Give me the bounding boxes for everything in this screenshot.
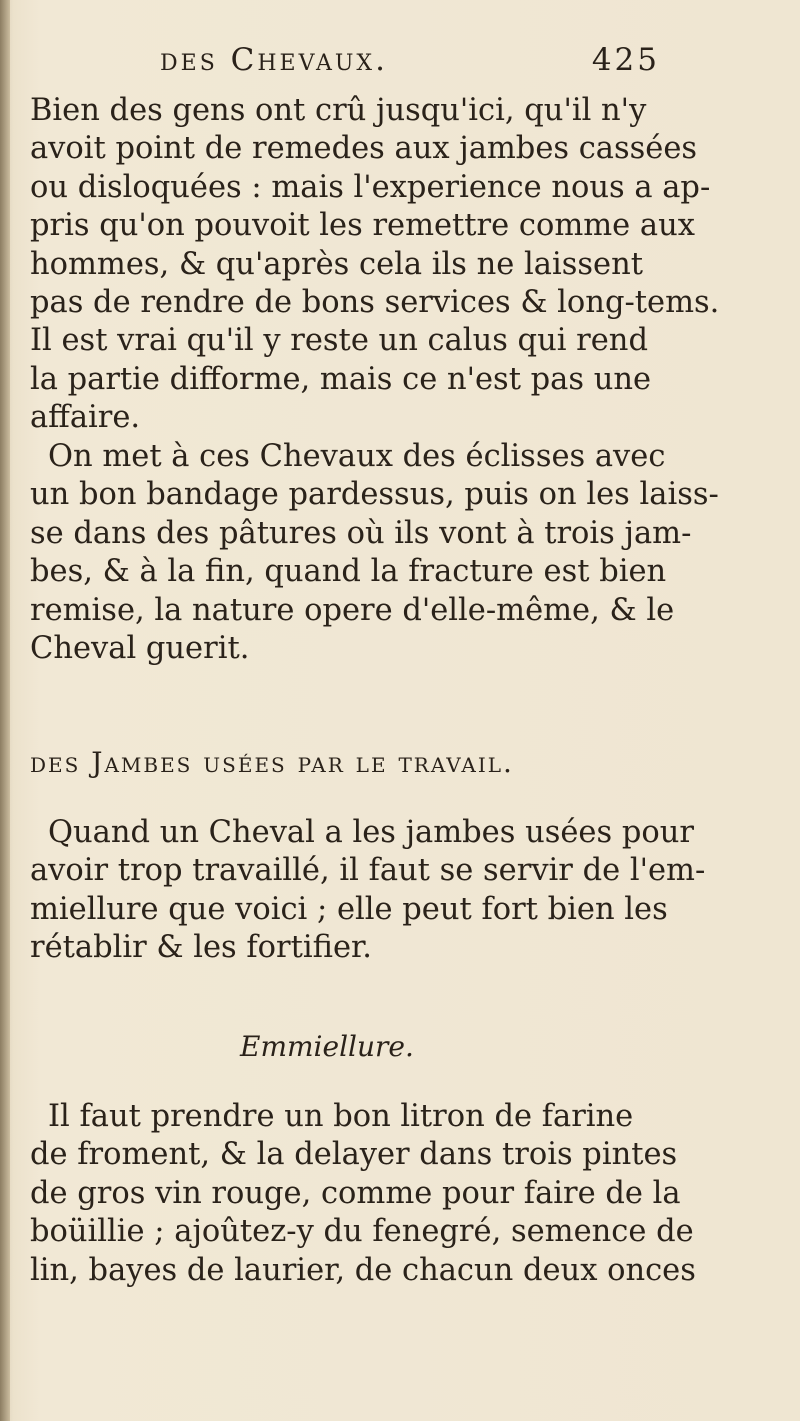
page-header — [160, 42, 660, 92]
text-line: ou disloquées : mais l'experience nous a ap- — [30, 169, 711, 205]
page-gutter — [0, 0, 10, 1421]
text-line: Bien des gens ont crû jusqu'ici, qu'il n'y — [30, 93, 647, 128]
text-line: Il faut prendre un bon litron de farine — [48, 1099, 634, 1134]
paragraph-1 — [30, 92, 720, 438]
text-line: miellure que voici ; elle peut fort bien les — [30, 891, 668, 927]
text-line: rétablir & les fortifier. — [30, 930, 372, 966]
paragraph-3 — [30, 814, 706, 968]
text-line: de gros vin rouge, comme pour faire de la — [30, 1175, 681, 1211]
text-line: bes, & à la fin, quand la fracture est bien — [30, 554, 667, 590]
text-line: Quand un Cheval a les jambes usées pour — [48, 815, 694, 850]
recipe-title: Emmiellure. — [240, 1030, 414, 1063]
text-line: Cheval guerit. — [30, 630, 250, 666]
text-line: un bon bandage pardessus, puis on les laiss- — [30, 477, 719, 513]
text-line: avoir trop travaillé, il faut se servir de l'em- — [30, 853, 706, 889]
paragraph-2 — [30, 438, 719, 668]
text-line: avoit point de remedes aux jambes cassées — [30, 131, 698, 167]
text-line: pris qu'on pouvoit les remettre comme aux — [30, 208, 695, 244]
text-line: remise, la nature opere d'elle-même, & le — [30, 592, 675, 628]
text-line: se dans des pâtures où ils vont à trois jam- — [30, 515, 692, 551]
text-line: boüillie ; ajoûtez-y du fenegré, semence de — [30, 1214, 694, 1250]
running-title: des Chevaux. — [160, 42, 388, 78]
text-line: de froment, & la delayer dans trois pintes — [30, 1137, 678, 1173]
text-line: pas de rendre de bons services & long-tems. — [30, 284, 720, 320]
text-line: la partie difforme, mais ce n'est pas une — [30, 361, 652, 397]
paragraph-4 — [30, 1098, 696, 1290]
section-heading: des Jambes usées par le travail. — [30, 746, 514, 779]
text-line: affaire. — [30, 400, 141, 436]
text-line: hommes, & qu'après cela ils ne laissent — [30, 246, 643, 282]
text-line: Il est vrai qu'il y reste un calus qui rend — [30, 323, 648, 359]
page-number: 425 — [591, 42, 660, 78]
text-line: On met à ces Chevaux des éclisses avec — [48, 439, 666, 474]
text-line: lin, bayes de laurier, de chacun deux onces — [30, 1252, 696, 1288]
